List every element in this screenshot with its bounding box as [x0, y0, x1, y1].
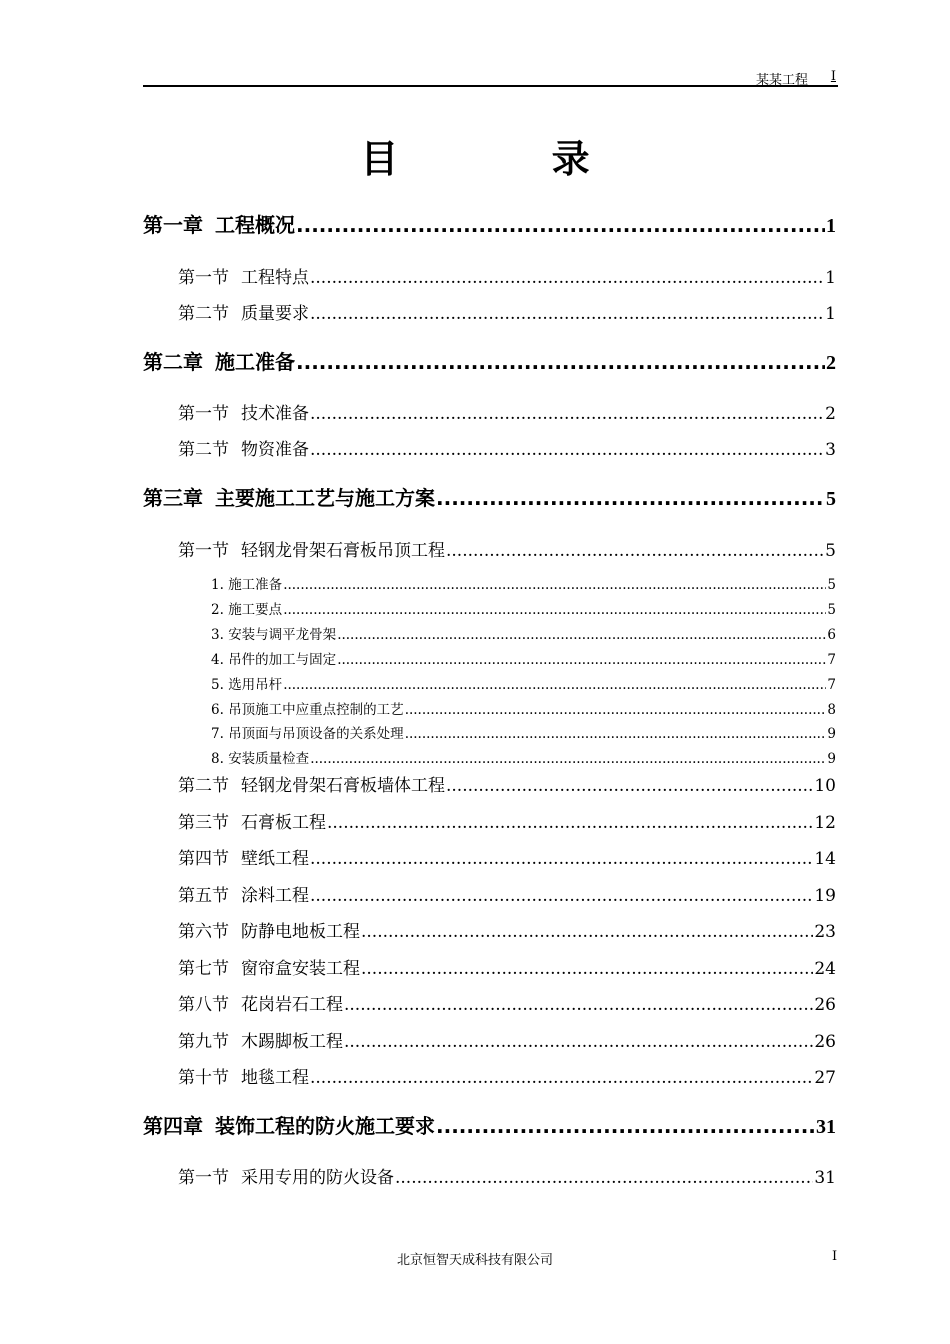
toc-page: 2 — [825, 404, 836, 424]
toc-leader — [296, 350, 825, 374]
toc-text: 涂料工程 — [241, 886, 309, 906]
toc-text: 安装与调平龙骨架 — [228, 627, 337, 643]
toc-leader — [436, 1114, 815, 1138]
toc-section[interactable] — [178, 1027, 836, 1052]
toc-num: 第一节 — [178, 541, 229, 561]
toc-section[interactable] — [178, 435, 836, 460]
toc-chapter[interactable] — [143, 346, 836, 375]
toc-text: 物资准备 — [241, 440, 309, 460]
toc-page: 31 — [814, 1168, 836, 1188]
toc-leader — [405, 702, 827, 718]
toc-leader — [310, 404, 824, 424]
toc-num: 第二节 — [178, 304, 229, 324]
toc-text: 壁纸工程 — [241, 849, 309, 869]
toc-text: 地毯工程 — [241, 1068, 309, 1088]
toc-page: 1 — [825, 268, 836, 288]
toc-text: 花岗岩石工程 — [241, 995, 343, 1015]
toc-text: 吊件的加工与固定 — [228, 652, 337, 668]
toc-leader — [436, 486, 825, 510]
toc-leader — [283, 577, 826, 593]
toc-text: 质量要求 — [241, 304, 309, 324]
toc-page: 24 — [814, 959, 836, 979]
toc-leader — [283, 602, 826, 618]
toc-leader — [361, 959, 813, 979]
toc-leader — [337, 627, 826, 643]
toc-num: 第八节 — [178, 995, 229, 1015]
toc-item[interactable] — [211, 648, 836, 668]
toc-num: 第四章 — [143, 1114, 203, 1138]
toc-text: 装饰工程的防火施工要求 — [215, 1114, 435, 1138]
toc-num: 第五节 — [178, 886, 229, 906]
toc-num: 第四节 — [178, 849, 229, 869]
toc-text: 采用专用的防火设备 — [241, 1168, 394, 1188]
toc-leader — [395, 1168, 813, 1188]
toc-num: 第一节 — [178, 404, 229, 424]
toc-leader — [344, 995, 813, 1015]
toc-num: 第七节 — [178, 959, 229, 979]
toc-section[interactable] — [178, 808, 836, 833]
toc-num: 6. — [211, 702, 224, 718]
toc-num: 8. — [211, 751, 224, 767]
toc-item[interactable] — [211, 598, 836, 618]
toc-page: 14 — [814, 849, 836, 869]
toc-num: 第一节 — [178, 268, 229, 288]
toc-leader — [283, 677, 826, 693]
toc-num: 第二节 — [178, 440, 229, 460]
toc-page: 26 — [814, 995, 836, 1015]
toc-leader — [310, 304, 824, 324]
toc-text: 安装质量检查 — [228, 751, 310, 767]
toc-num: 第六节 — [178, 922, 229, 942]
toc-section[interactable] — [178, 1163, 836, 1188]
toc-num: 第二节 — [178, 776, 229, 796]
toc-text: 施工要点 — [228, 602, 283, 618]
toc-page: 27 — [814, 1068, 836, 1088]
toc-num: 5. — [211, 677, 224, 693]
header-page-number: I — [830, 69, 836, 84]
toc-page: 1 — [826, 215, 836, 237]
toc-leader — [310, 440, 824, 460]
toc-page: 2 — [826, 352, 836, 374]
toc-num: 7. — [211, 726, 224, 742]
toc-page: 31 — [816, 1116, 836, 1138]
toc-section[interactable] — [178, 771, 836, 796]
toc-page: 5 — [826, 488, 836, 510]
toc-chapter[interactable] — [143, 1110, 836, 1139]
toc-text: 工程特点 — [241, 268, 309, 288]
toc-leader — [310, 268, 824, 288]
toc-text: 施工准备 — [228, 577, 283, 593]
toc-leader — [446, 776, 813, 796]
toc-text: 轻钢龙骨架石膏板墙体工程 — [241, 776, 445, 796]
page-title: 目 录 — [360, 137, 660, 181]
page-header — [143, 60, 838, 87]
toc-item[interactable] — [211, 623, 836, 643]
toc-page: 8 — [827, 702, 836, 718]
toc-text: 施工准备 — [215, 350, 295, 374]
toc-page: 5 — [825, 541, 836, 561]
toc-section[interactable] — [178, 399, 836, 424]
toc-chapter[interactable] — [143, 482, 836, 511]
toc-text: 窗帘盒安装工程 — [241, 959, 360, 979]
toc-page: 1 — [825, 304, 836, 324]
toc-page: 3 — [825, 440, 836, 460]
toc-num: 第一节 — [178, 1168, 229, 1188]
toc-num: 第二章 — [143, 350, 203, 374]
toc-section[interactable] — [178, 299, 836, 324]
toc-num: 第九节 — [178, 1032, 229, 1052]
toc-leader — [310, 886, 813, 906]
toc-section[interactable] — [178, 1063, 836, 1088]
toc-page: 7 — [827, 652, 836, 668]
toc-page: 23 — [814, 922, 836, 942]
toc-text: 吊顶面与吊顶设备的关系处理 — [228, 726, 404, 742]
toc-page: 26 — [814, 1032, 836, 1052]
toc-item[interactable] — [211, 573, 836, 593]
footer-page-number: I — [832, 1249, 838, 1264]
toc-section[interactable] — [178, 990, 836, 1015]
toc-section[interactable] — [178, 954, 836, 979]
toc-text: 技术准备 — [241, 404, 309, 424]
toc-page: 12 — [814, 813, 836, 833]
toc-num: 第三节 — [178, 813, 229, 833]
toc-text: 防静电地板工程 — [241, 922, 360, 942]
toc-leader — [310, 751, 826, 767]
toc-item[interactable] — [211, 722, 836, 742]
toc-page: 10 — [814, 776, 836, 796]
toc-page: 5 — [827, 577, 836, 593]
toc-leader — [327, 813, 813, 833]
toc-leader — [361, 922, 813, 942]
toc-chapter[interactable] — [143, 209, 836, 238]
toc-section[interactable] — [178, 263, 836, 288]
toc-section[interactable] — [178, 536, 836, 561]
toc-leader — [337, 652, 826, 668]
toc-leader — [296, 213, 825, 237]
toc-item[interactable] — [211, 673, 836, 693]
toc-num: 第三章 — [143, 486, 203, 510]
toc-num: 第一章 — [143, 213, 203, 237]
toc-num: 1. — [211, 577, 224, 593]
toc-num: 3. — [211, 627, 224, 643]
toc-page: 9 — [827, 751, 836, 767]
toc-item[interactable] — [211, 698, 836, 718]
toc-text: 石膏板工程 — [241, 813, 326, 833]
toc-text: 吊顶施工中应重点控制的工艺 — [228, 702, 404, 718]
toc-num: 第十节 — [178, 1068, 229, 1088]
toc-page: 9 — [827, 726, 836, 742]
toc-item[interactable] — [211, 747, 836, 767]
toc-text: 轻钢龙骨架石膏板吊顶工程 — [241, 541, 445, 561]
toc-leader — [446, 541, 824, 561]
toc-leader — [310, 1068, 813, 1088]
toc-section[interactable] — [178, 917, 836, 942]
toc-num: 4. — [211, 652, 224, 668]
toc-page: 7 — [827, 677, 836, 693]
toc-leader — [344, 1032, 813, 1052]
header-title: 某某工程 — [755, 73, 808, 88]
toc-leader — [405, 726, 827, 742]
toc-page: 5 — [827, 602, 836, 618]
toc-section[interactable] — [178, 844, 836, 869]
toc-page: 19 — [814, 886, 836, 906]
toc-text: 工程概况 — [215, 213, 295, 237]
toc-text: 主要施工工艺与施工方案 — [215, 486, 435, 510]
toc-num: 2. — [211, 602, 224, 618]
footer-company: 北京恒智天成科技有限公司 — [396, 1253, 553, 1268]
toc-text: 木踢脚板工程 — [241, 1032, 343, 1052]
toc-text: 选用吊杆 — [228, 677, 283, 693]
toc-section[interactable] — [178, 881, 836, 906]
toc-page: 6 — [827, 627, 836, 643]
toc-leader — [310, 849, 813, 869]
